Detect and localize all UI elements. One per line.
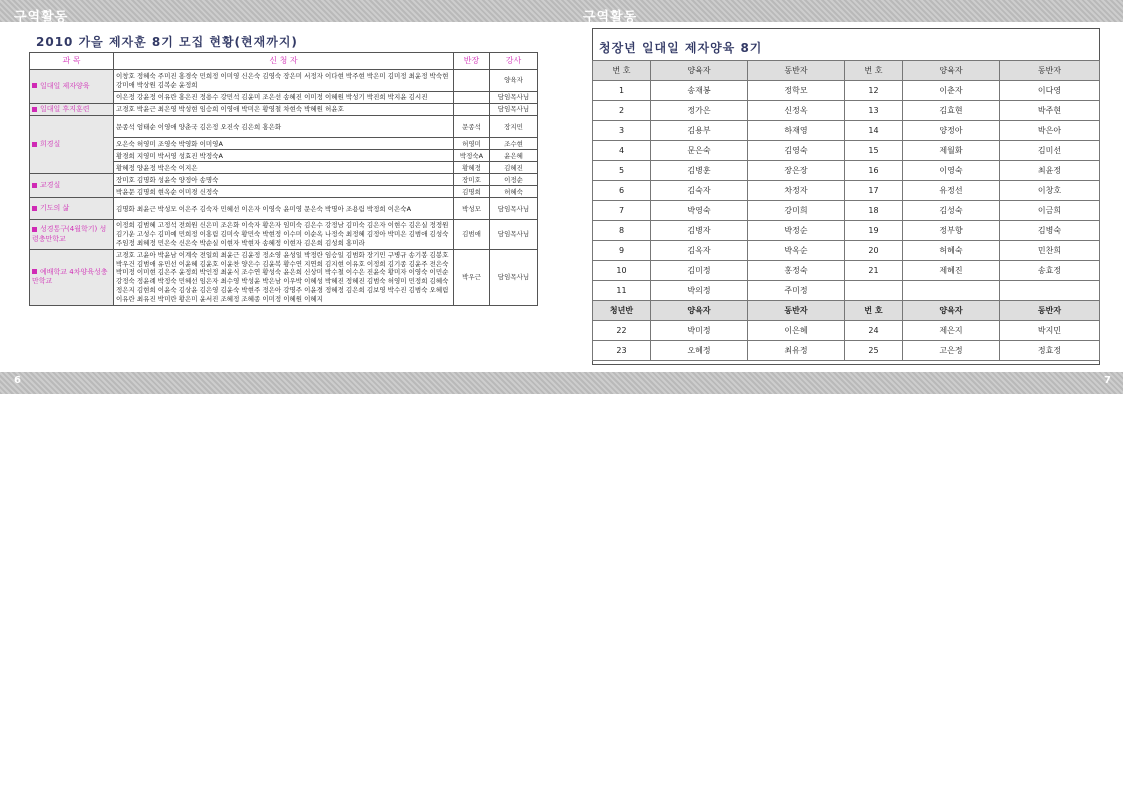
table-cell: 이다영 bbox=[1000, 81, 1100, 101]
table-cell: 20 bbox=[845, 241, 903, 261]
table-cell: 박옥순 bbox=[748, 241, 845, 261]
table-header-row bbox=[593, 61, 1100, 81]
table-row bbox=[30, 249, 538, 305]
column-header: 동반자 bbox=[1000, 61, 1100, 81]
table-cell: 11 bbox=[593, 281, 651, 301]
table-cell: 22 bbox=[593, 321, 651, 341]
bullet-square-icon bbox=[32, 83, 37, 88]
teacher-cell: 윤은혜 bbox=[490, 150, 538, 162]
table-cell: 박영숙 bbox=[651, 201, 748, 221]
course-label: 기도의 삶 bbox=[40, 204, 70, 213]
applicants-cell: 황경희 지영미 박서영 성효진 박정숙A bbox=[114, 150, 454, 162]
applicants-cell: 오은숙 허영미 조영숙 박영화 이미영A bbox=[114, 138, 454, 150]
table-cell: 차정자 bbox=[748, 181, 845, 201]
table-cell: 송재봉 bbox=[651, 81, 748, 101]
table-cell: 정효정 bbox=[1000, 341, 1100, 361]
table-cell: 13 bbox=[845, 101, 903, 121]
table-row bbox=[30, 220, 538, 249]
leader-cell bbox=[454, 104, 490, 116]
table-cell: 허혜숙 bbox=[903, 241, 1000, 261]
table-cell: 9 bbox=[593, 241, 651, 261]
bullet-square-icon bbox=[32, 227, 37, 232]
header-band bbox=[0, 0, 1123, 22]
table-cell: 이영숙 bbox=[903, 161, 1000, 181]
table-cell: 정가은 bbox=[651, 101, 748, 121]
applicants-cell: 이정희 김범혜 고정석 전희원 신은미 조은화 이숙자 황은자 임미숙 김은수 강정남 김미숙 김은자 이현수 김은실 정정원 김기운 고성수 김미예 민희정 이홍림 김미숙 황민숙 박현정 이수미 이순옥 나정숙 최정혜 김정아 박미은 김범애 김성숙 주임정 최혜정 민은숙 신은숙 박순실 이현자 박현자 송혜정 이현자 김은희 김성희 홍미라 bbox=[114, 220, 454, 249]
table-cell: 10 bbox=[593, 261, 651, 281]
table-cell: 8 bbox=[593, 221, 651, 241]
mentoring-table bbox=[592, 60, 1100, 361]
table-cell: 21 bbox=[845, 261, 903, 281]
teacher-cell: 조수현 bbox=[490, 138, 538, 150]
table-row bbox=[593, 181, 1100, 201]
course-label: 교경실 bbox=[40, 181, 61, 190]
left-page-number: 6 bbox=[14, 375, 21, 386]
table-cell: 김미정 bbox=[651, 261, 748, 281]
table-row bbox=[593, 121, 1100, 141]
leader-cell: 문종석 bbox=[454, 116, 490, 138]
course-cell bbox=[30, 104, 114, 116]
table-row bbox=[30, 198, 538, 220]
teacher-cell: 장지민 bbox=[490, 116, 538, 138]
course-label: 예배학교 4차양육성충만학교 bbox=[32, 267, 108, 286]
table-cell: 장은장 bbox=[748, 161, 845, 181]
course-label: 일대일 제자양육 bbox=[40, 81, 90, 90]
teacher-cell: 담임목사님 bbox=[490, 92, 538, 104]
course-label: 희경실 bbox=[40, 140, 61, 149]
leader-cell: 박정숙A bbox=[454, 150, 490, 162]
table-cell: 김미선 bbox=[1000, 141, 1100, 161]
table-row bbox=[593, 81, 1100, 101]
table-cell: 유정선 bbox=[903, 181, 1000, 201]
table-cell: 박은아 bbox=[1000, 121, 1100, 141]
leader-cell: 박성모 bbox=[454, 198, 490, 220]
table-cell: 박미정 bbox=[651, 321, 748, 341]
course-cell bbox=[30, 70, 114, 104]
table-cell: 박정순 bbox=[748, 221, 845, 241]
table-cell: 고은정 bbox=[903, 341, 1000, 361]
applicants-cell: 이은정 강윤정 이유란 홍은진 정용수 강민석 김윤미 조은선 송혜진 이미정 이혜원 박성기 박진희 박지윤 김시진 bbox=[114, 92, 454, 104]
column-header: 동반자 bbox=[1000, 301, 1100, 321]
course-cell bbox=[30, 116, 114, 174]
applicants-cell: 박윤문 김명희 현옥순 이미경 신정숙 bbox=[114, 186, 454, 198]
leader-cell: 김명희 bbox=[454, 186, 490, 198]
table-cell: 1 bbox=[593, 81, 651, 101]
table-row bbox=[593, 161, 1100, 181]
table-cell: 최유정 bbox=[748, 341, 845, 361]
column-header: 번 호 bbox=[845, 301, 903, 321]
applicants-cell: 문종석 엄태순 이영애 양춘국 김은정 오진숙 김은희 홍은화 bbox=[114, 116, 454, 138]
table-cell: 16 bbox=[845, 161, 903, 181]
bullet-square-icon bbox=[32, 206, 37, 211]
table-row bbox=[30, 116, 538, 138]
table-row bbox=[593, 321, 1100, 341]
column-header: 번 호 bbox=[845, 61, 903, 81]
table-cell: 홍정숙 bbox=[748, 261, 845, 281]
applicants-cell: 고경호 박윤근 최은영 박성현 임승희 이영애 박미은 황영철 차현숙 박혜원 허윤호 bbox=[114, 104, 454, 116]
bullet-square-icon bbox=[32, 107, 37, 112]
teacher-cell: 담임목사님 bbox=[490, 198, 538, 220]
course-cell bbox=[30, 249, 114, 305]
table-cell: 박지민 bbox=[1000, 321, 1100, 341]
table-row bbox=[593, 261, 1100, 281]
teacher-cell: 김혜진 bbox=[490, 162, 538, 174]
table-row bbox=[593, 221, 1100, 241]
teacher-cell: 양육자 bbox=[490, 70, 538, 92]
table-cell: 15 bbox=[845, 141, 903, 161]
table-row bbox=[593, 141, 1100, 161]
table-cell: 5 bbox=[593, 161, 651, 181]
table-cell: 이창호 bbox=[1000, 181, 1100, 201]
table-cell: 이은혜 bbox=[748, 321, 845, 341]
table-cell: 김성숙 bbox=[903, 201, 1000, 221]
table-row bbox=[593, 201, 1100, 221]
applicants-cell: 장미호 김명화 성윤숙 양정아 송명숙 bbox=[114, 174, 454, 186]
teacher-cell: 이정순 bbox=[490, 174, 538, 186]
table-cell: 제은지 bbox=[903, 321, 1000, 341]
table-cell: 김옥자 bbox=[651, 241, 748, 261]
table-cell bbox=[1000, 281, 1100, 301]
leader-cell: 허영미 bbox=[454, 138, 490, 150]
footer-band bbox=[0, 372, 1123, 394]
table-row bbox=[593, 101, 1100, 121]
course-label: 일대일 후지훈련 bbox=[40, 105, 90, 113]
table-cell: 17 bbox=[845, 181, 903, 201]
table-row bbox=[593, 241, 1100, 261]
recruitment-table bbox=[29, 52, 538, 306]
table-cell: 김숙자 bbox=[651, 181, 748, 201]
applicants-cell: 고경호 고윤아 박윤남 이계숙 전일희 최윤근 김윤정 정소영 윤성일 박정란 임승일 김범화 장기민 구병규 송기봉 김봉호 박우건 김범애 유민선 이윤혜 김윤호 이윤찬 양은수 김윤복 황수연 지연희 김지현 이유호 이정희 김기종 김윤주 전은숙 박미정 이미현 김은주 윤정희 박인정 최윤식 조수연 황성숙 윤은희 신상미 박수철 이수은 진윤숙 황미자 이영숙 이민순 강정숙 정윤례 박정숙 민혜선 임은자 최수영 박성윤 박은남 이우박 이혜성 박혜진 정혜진 김범숙 허영미 민정희 김혜숙 정은지 김현희 이윤숙 김상윤 김은영 김윤숙 박현주 정은아 강명주 이윤경 정혜정 김은희 김보영 박수진 김범숙 오혜림 이유란 최유진 박미란 황은미 윤서진 조혜정 조혜종 이미정 이혜원 이혜지 bbox=[114, 249, 454, 305]
right-section-title: 구역활동 bbox=[583, 10, 638, 25]
right-page-number: 7 bbox=[1104, 375, 1111, 386]
column-header: 동반자 bbox=[748, 61, 845, 81]
table-cell: 박주현 bbox=[1000, 101, 1100, 121]
right-page-title: 청장년 일대일 제자양육 8기 bbox=[599, 41, 763, 55]
leader-cell: 황혜정 bbox=[454, 162, 490, 174]
teacher-cell: 담임목사님 bbox=[490, 104, 538, 116]
table-cell: 4 bbox=[593, 141, 651, 161]
table-cell: 최윤정 bbox=[1000, 161, 1100, 181]
bullet-square-icon bbox=[32, 183, 37, 188]
table-cell: 김효현 bbox=[903, 101, 1000, 121]
table-row bbox=[30, 70, 538, 92]
table-cell: 양정아 bbox=[903, 121, 1000, 141]
column-header: 동반자 bbox=[748, 301, 845, 321]
table-cell: 신정옥 bbox=[748, 101, 845, 121]
column-header: 청년반 bbox=[593, 301, 651, 321]
applicants-cell: 이창호 정혜숙 주미진 홍경숙 민희정 이미영 신은숙 김영숙 장은미 서정자 이다현 박주현 박은미 김미정 최윤정 박숙현 강미애 박상원 김복순 윤정희 bbox=[114, 70, 454, 92]
table-row bbox=[593, 341, 1100, 361]
column-header: 양육자 bbox=[903, 61, 1000, 81]
table-row bbox=[30, 174, 538, 186]
column-header: 양육자 bbox=[651, 61, 748, 81]
table-cell: 민찬희 bbox=[1000, 241, 1100, 261]
table-row bbox=[593, 281, 1100, 301]
teacher-cell: 담임목사님 bbox=[490, 220, 538, 249]
leader-cell: 김범애 bbox=[454, 220, 490, 249]
course-cell bbox=[30, 198, 114, 220]
header-leader: 반장 bbox=[454, 53, 490, 70]
table-cell: 강미희 bbox=[748, 201, 845, 221]
header-applicants: 신 청 자 bbox=[114, 53, 454, 70]
header-course: 과 목 bbox=[30, 53, 114, 70]
bullet-square-icon bbox=[32, 142, 37, 147]
applicants-cell: 김명화 최윤근 박성모 이은주 김숙자 민혜선 이은자 이영숙 윤미영 문은숙 박명아 조용림 박정희 이은숙A bbox=[114, 198, 454, 220]
table-cell: 2 bbox=[593, 101, 651, 121]
leader-cell: 박우근 bbox=[454, 249, 490, 305]
leader-cell bbox=[454, 92, 490, 104]
table-cell: 김용부 bbox=[651, 121, 748, 141]
table-cell: 이춘자 bbox=[903, 81, 1000, 101]
table-cell: 12 bbox=[845, 81, 903, 101]
table-cell: 정학모 bbox=[748, 81, 845, 101]
table-cell: 7 bbox=[593, 201, 651, 221]
header-teacher: 강사 bbox=[490, 53, 538, 70]
table-cell: 제월화 bbox=[903, 141, 1000, 161]
leader-cell bbox=[454, 70, 490, 92]
bullet-square-icon bbox=[32, 269, 37, 274]
teacher-cell: 담임목사님 bbox=[490, 249, 538, 305]
course-label: 성경통구(4월학기) 성령충만학교 bbox=[32, 225, 107, 243]
table-cell: 18 bbox=[845, 201, 903, 221]
table-cell: 오혜정 bbox=[651, 341, 748, 361]
youth-header-row bbox=[593, 301, 1100, 321]
table-cell: 박의정 bbox=[651, 281, 748, 301]
column-header: 양육자 bbox=[903, 301, 1000, 321]
table-cell: 정부향 bbox=[903, 221, 1000, 241]
course-cell bbox=[30, 220, 114, 249]
table-cell: 24 bbox=[845, 321, 903, 341]
table-cell: 6 bbox=[593, 181, 651, 201]
table-cell: 김영숙 bbox=[748, 141, 845, 161]
table-row bbox=[30, 104, 538, 116]
left-page-title: 2010 가을 제자훈 8기 모집 현황(현재까지) bbox=[36, 35, 298, 49]
leader-cell: 장미호 bbox=[454, 174, 490, 186]
table-cell: 김병숙 bbox=[1000, 221, 1100, 241]
applicants-cell: 황혜정 양윤정 박은숙 이지은 bbox=[114, 162, 454, 174]
table-cell bbox=[903, 281, 1000, 301]
table-cell: 23 bbox=[593, 341, 651, 361]
course-cell bbox=[30, 174, 114, 198]
table-cell: 문은숙 bbox=[651, 141, 748, 161]
table-header-row bbox=[30, 53, 538, 70]
table-cell: 3 bbox=[593, 121, 651, 141]
table-cell bbox=[845, 281, 903, 301]
table-cell: 제혜진 bbox=[903, 261, 1000, 281]
table-cell: 14 bbox=[845, 121, 903, 141]
table-cell: 이금희 bbox=[1000, 201, 1100, 221]
column-header: 양육자 bbox=[651, 301, 748, 321]
table-cell: 25 bbox=[845, 341, 903, 361]
table-cell: 김병훈 bbox=[651, 161, 748, 181]
table-cell: 주미정 bbox=[748, 281, 845, 301]
teacher-cell: 허혜숙 bbox=[490, 186, 538, 198]
table-cell: 하재영 bbox=[748, 121, 845, 141]
table-cell: 김병자 bbox=[651, 221, 748, 241]
table-cell: 19 bbox=[845, 221, 903, 241]
table-cell: 송효정 bbox=[1000, 261, 1100, 281]
left-section-title: 구역활동 bbox=[14, 10, 69, 25]
column-header: 번 호 bbox=[593, 61, 651, 81]
